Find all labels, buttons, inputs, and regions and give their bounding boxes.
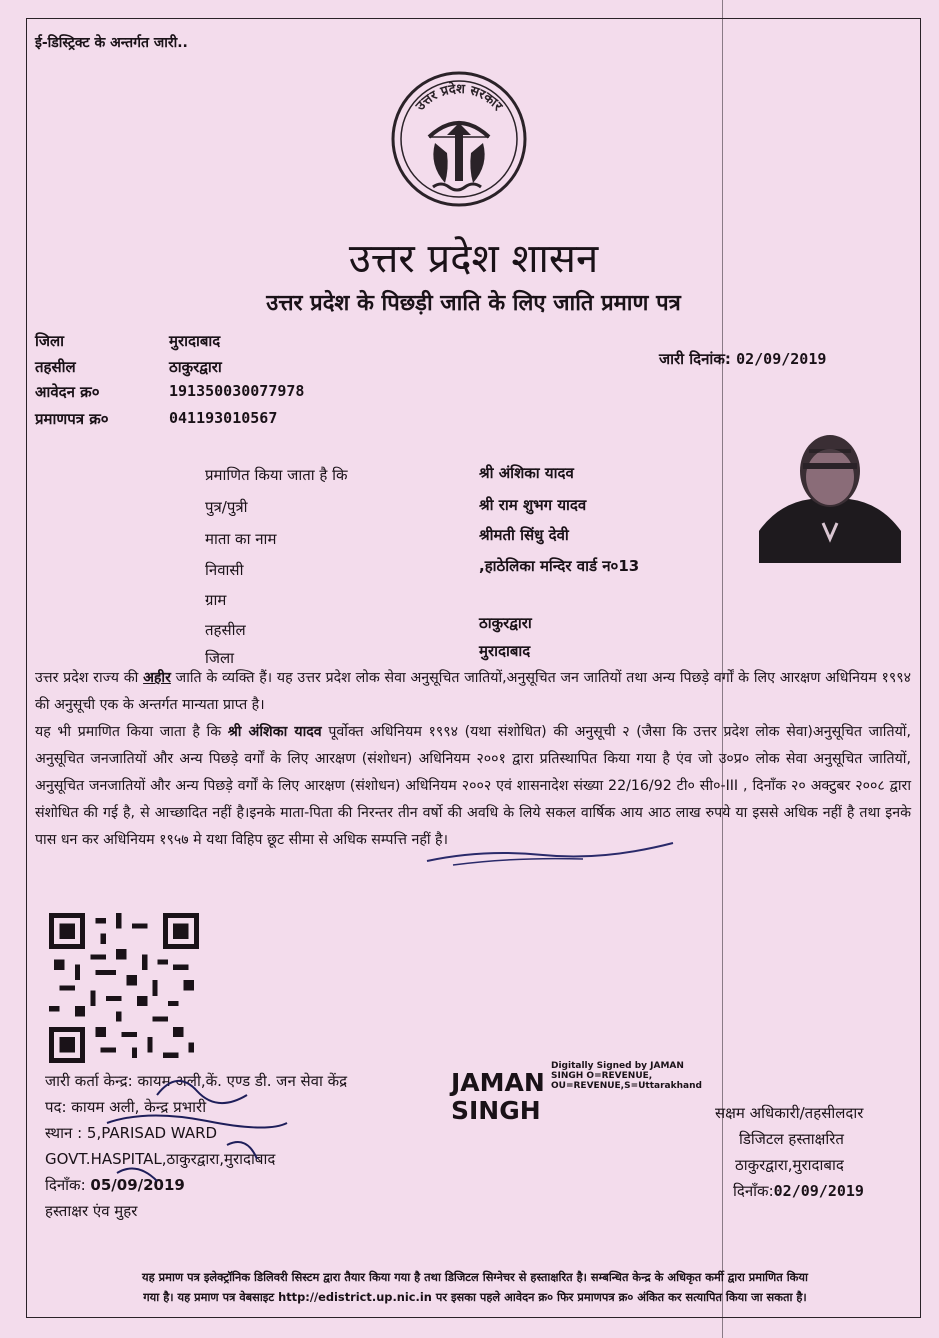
- issuer-handwritten-signature: [87, 1065, 297, 1185]
- issuer-date-label: दिनाँक:: [45, 1176, 91, 1194]
- signer-name-line: SINGH: [451, 1096, 541, 1125]
- pen-strike-mark: [423, 835, 683, 875]
- verification-footer-note: [37, 1267, 913, 1307]
- header-note: ई-डिस्ट्रिक्ट के अन्तर्गत जारी..: [35, 35, 188, 51]
- holder-name: श्री अंशिका यादव: [479, 464, 574, 482]
- digital-signature-note: [551, 1061, 741, 1091]
- father-name: श्री राम शुभग यादव: [479, 496, 587, 514]
- village-label: ग्राम: [205, 591, 227, 609]
- authority-location: ठाकुरद्वारा,मुरादाबाद: [735, 1156, 844, 1174]
- up-government-seal: [389, 69, 529, 209]
- body-text-part: यह भी प्रमाणित किया जाता है कि: [35, 724, 228, 740]
- details-tehsil-label: तहसील: [205, 621, 246, 639]
- resident-value: ,हाठेलिका मन्दिर वार्ड न०13: [479, 557, 640, 575]
- authority-designation: सक्षम अधिकारी/तहसीलदार: [715, 1104, 864, 1122]
- issuer-address: GOVT.HASPITAL,ठाकुरद्वारा,मुरादाबाद: [45, 1150, 276, 1168]
- footer-note-line: गया है। यह प्रमाण पत्र वेबसाइट http://edistrict.up.nic.in पर इसका पहले आवेदन क्र० फिर प्रमाणपत्र क्र० अंकित कर सत्यापित किया जा सकता है।: [143, 1290, 807, 1304]
- certificate-page: [26, 18, 921, 1318]
- certificate-title: उत्तर प्रदेश शासन: [348, 236, 599, 282]
- district-value: मुरादाबाद: [169, 332, 221, 350]
- applicant-photo: [759, 427, 901, 563]
- certificate-number: 041193010567: [169, 409, 278, 427]
- certificate-number-label: प्रमाणपत्र क्र०: [35, 410, 109, 428]
- tehsil-value: ठाकुरद्वारा: [169, 358, 222, 376]
- seal-text: उत्तर प्रदेश सरकार: [413, 81, 505, 114]
- certify-label: प्रमाणित किया जाता है कि: [205, 466, 348, 484]
- details-district-value: मुरादाबाद: [479, 642, 531, 660]
- issuer-date: 05/09/2019: [90, 1176, 185, 1194]
- footer-note-line: यह प्रमाण पत्र इलेक्ट्रॉनिक डिलिवरी सिस्टम द्वारा तैयार किया गया है तथा डिजिटल सिग्नेचर से हस्ताक्षरित है। सम्बन्धित केन्द्र के अधिकृत कर्मी द्वारा प्रमाणित किया: [142, 1270, 808, 1284]
- issue-date: 02/09/2019: [736, 350, 827, 368]
- authority-date: 02/09/2019: [773, 1182, 864, 1200]
- mother-name: श्रीमती सिंधु देवी: [479, 526, 569, 544]
- signature-note-line: Digitally Signed by JAMAN: [551, 1061, 684, 1071]
- signer-name-line: JAMAN: [451, 1068, 545, 1097]
- authority-digital-signed: डिजिटल हस्ताक्षरित: [739, 1130, 844, 1148]
- issuer-center: जारी कर्ता केन्द्र: कायम अली,कें. एण्ड डी. जन सेवा केंद्र: [45, 1072, 348, 1090]
- body-text-part: पूर्वोक्त अधिनियम १९९४ (यथा संशोधित) की अनुसूची २ (जैसा कि उत्तर प्रदेश लोक सेवा)अनुसूचित जातियों, अनुसूचित जनजातियों और अन्य पिछड़े वर्गों के लिए आरक्षण (संशोधन) अधिनियम २००१ द्वारा प्रतिस्थापित किया गया है एंव जो उ०प्र० लोक सेवा अनुसूचित जातियों, अनुसूचित जनजातियों और अन्य पिछड़े वर्गों के लिए आरक्षण (संशोधन) अधिनियम २००२ एवं शासनादेश संख्या 22/16/92 टी० सी०-III , दिनाँक २० अक्टुबर २००८ द्वारा संशोधित की गई है, से आच्छादित नहीं है।इनके माता-पिता की निरन्तर तीन वर्षो की अवधि के लिये सकल वार्षिक आय आठ लाख रुपये या इससे अधिक नहीं है तथा इनके पास धन कर अधिनियम १९५७ मे यथा विहिप छूट सीमा से अधिक सम्पत्ति नहीं है।: [35, 724, 911, 848]
- application-number: 191350030077978: [169, 382, 305, 400]
- authority-date-block: [733, 1181, 864, 1201]
- caste-name: अहीर: [143, 670, 171, 686]
- resident-label: निवासी: [205, 561, 244, 579]
- mother-label: माता का नाम: [205, 530, 277, 548]
- district-label: जिला: [35, 332, 65, 350]
- details-tehsil-value: ठाकुरद्वारा: [479, 614, 532, 632]
- tehsil-label: तहसील: [35, 358, 76, 376]
- certificate-subtitle: उत्तर प्रदेश के पिछड़ी जाति के लिए जाति प्रमाण पत्र: [266, 291, 681, 316]
- svg-text:उत्तर प्रदेश सरकार: [412, 81, 505, 115]
- application-label: आवेदन क्र०: [35, 383, 100, 401]
- body-text-part: उत्तर प्रदेश राज्य की: [35, 670, 144, 686]
- issuer-sign-label: हस्ताक्षर एंव मुहर: [45, 1202, 138, 1220]
- body-holder-name: श्री अंशिका यादव: [227, 724, 322, 740]
- verification-qr-code: [49, 913, 199, 1063]
- issuer-post: पद: कायम अली, केन्द्र प्रभारी: [45, 1098, 207, 1116]
- body-text-part: जाति के व्यक्ति हैं। यह उत्तर प्रदेश लोक सेवा अनुसूचित जातियों,अनुसूचित जन जातियों तथा अन्य पिछड़े वर्गों के लिए आरक्षण अधिनियम १९९४ की अनुसूची एक के अन्तर्गत मान्यता प्राप्त है।: [35, 670, 911, 713]
- issue-date-block: [659, 349, 826, 369]
- issue-date-label: जारी दिनांक:: [659, 350, 731, 368]
- issuer-place: स्थान : 5,PARISAD WARD: [45, 1124, 218, 1142]
- certificate-body: [35, 665, 911, 854]
- son-daughter-label: पुत्र/पुत्री: [205, 498, 248, 516]
- authority-date-label: दिनाँक:: [733, 1182, 774, 1200]
- signature-note-line: OU=REVENUE,S=Uttarakhand: [551, 1081, 702, 1091]
- signature-note-line: SINGH O=REVENUE,: [551, 1071, 653, 1081]
- digital-signer-name: [451, 1069, 545, 1125]
- details-district-label: जिला: [205, 649, 235, 667]
